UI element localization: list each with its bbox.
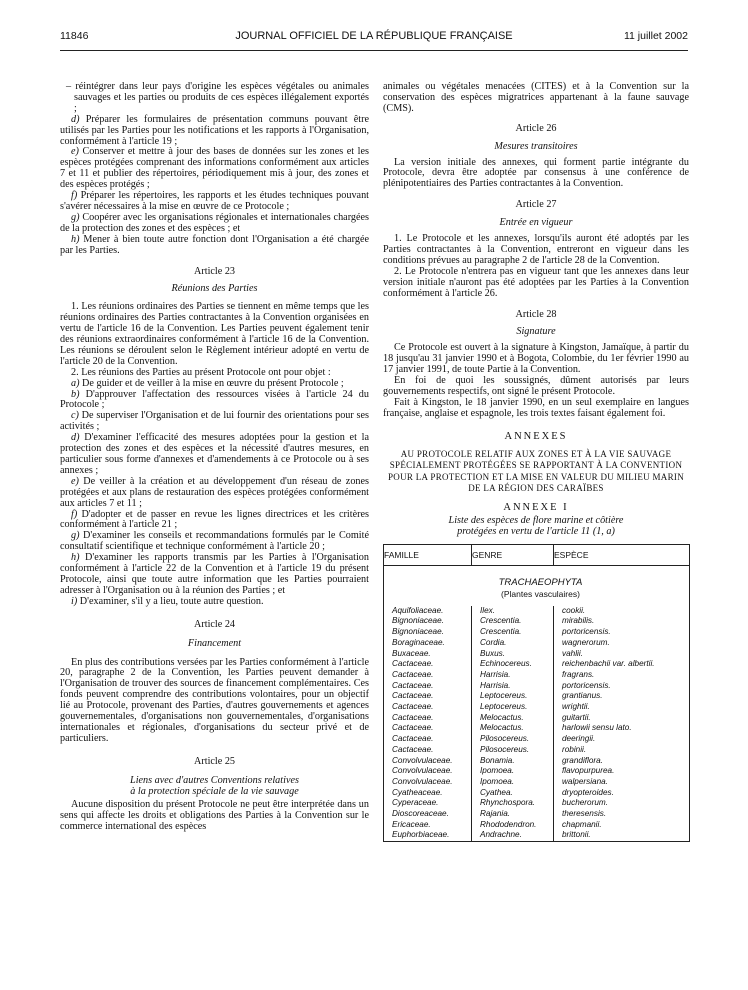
genre-cell: Ipomoea. bbox=[472, 777, 554, 788]
paragraph: animales ou végétales menacées (CITES) et à la Convention sur la conservation des espèces migratrices appartenant à la faune sauvage (CMS). bbox=[383, 81, 689, 114]
paragraph: 2. Les réunions des Parties au présent Protocole ont pour objet : bbox=[71, 366, 331, 378]
column-header-genre: GENRE bbox=[472, 545, 554, 566]
item-text: D'examiner les conseils et recommandations formulés par le Comité consultatif scientifique et technique conformément à l'article 20 ; bbox=[60, 530, 369, 553]
page-header bbox=[60, 30, 688, 44]
left-column bbox=[60, 82, 369, 833]
item-label: e) bbox=[71, 146, 79, 158]
famille-cell: Euphorbiaceae. bbox=[384, 830, 472, 841]
famille-cell: Convolvulaceae. bbox=[384, 777, 472, 788]
paragraph bbox=[60, 553, 369, 597]
table-row bbox=[384, 638, 690, 649]
item-label: i) bbox=[71, 595, 78, 607]
article-25-title: Article 25 bbox=[193, 755, 236, 767]
journal-title: JOURNAL OFFICIEL DE LA RÉPUBLIQUE FRANÇAISE bbox=[235, 30, 513, 42]
espece-cell: flavopurpurea. bbox=[562, 766, 615, 776]
item-label: a) bbox=[71, 377, 80, 389]
annexes-caption: AU PROTOCOLE RELATIF AUX ZONES ET À LA VIE SAUVAGE SPÉCIALEMENT PROTÉGÉES SE RAPPORTANT À LA CONVENTION POUR LA PROTECTION ET LA MISE EN VALEUR DU MILIEU MARIN DE LA RÉGION DES CARAÏBES bbox=[387, 448, 684, 494]
table-row bbox=[384, 798, 690, 809]
article-25-subtitle-line2: à la protection spéciale de la vie sauvage bbox=[130, 785, 299, 797]
paragraph bbox=[60, 191, 369, 213]
famille-cell: Cactaceae. bbox=[384, 670, 472, 681]
table-group-row bbox=[384, 566, 690, 589]
annex-1-subtitle-line2: protégées en vertu de l'article 11 (1, a) bbox=[457, 526, 615, 538]
genre-cell: Buxus. bbox=[472, 649, 554, 660]
espece-cell: brittonii. bbox=[562, 830, 591, 840]
genre-cell: Ipomoea. bbox=[472, 766, 554, 777]
espece-cell: guitartii. bbox=[562, 712, 591, 722]
column-header-espece: ESPÈCE bbox=[554, 545, 690, 566]
espece-cell: fragrans. bbox=[562, 669, 595, 679]
paragraph: 1. Le Protocole et les annexes, lorsqu'ils auront été adoptés par les Parties contractantes à la Convention, entreront en vigueur dans les conditions prévues au paragraphe 2 de l'article 28 de la Convention. bbox=[383, 233, 689, 266]
famille-cell: Dioscoreaceae. bbox=[384, 809, 472, 820]
right-column bbox=[383, 82, 689, 842]
subgroup-label: (Plantes vasculaires) bbox=[501, 588, 580, 599]
article-26-subtitle: Mesures transitoires bbox=[494, 140, 578, 152]
table-row bbox=[384, 659, 690, 670]
table-row bbox=[384, 616, 690, 627]
item-label: f) bbox=[71, 190, 78, 202]
item-text: De guider et de veiller à la mise en œuvre du présent Protocole ; bbox=[79, 377, 344, 389]
espece-cell: bucherorum. bbox=[562, 798, 608, 808]
paragraph bbox=[60, 510, 369, 532]
espece-cell: portoricensis. bbox=[562, 627, 611, 637]
item-label: c) bbox=[71, 410, 79, 422]
article-28-title: Article 28 bbox=[515, 308, 557, 320]
espece-cell: walpersiana. bbox=[562, 776, 608, 786]
item-label: g) bbox=[71, 211, 80, 223]
table-header-row bbox=[384, 545, 690, 566]
table-row bbox=[384, 777, 690, 788]
item-text: D'examiner les rapports transmis par les Parties à l'Organisation conformément à l'article 22 de la Convention et à l'article 19 du présent Protocole, ainsi que toute autre information que les Parties pourraient adresser à l'Organisation ou à la réunion des Parties ; et bbox=[60, 552, 369, 596]
paragraph: En foi de quoi les soussignés, dûment autorisés par leurs gouvernements respectifs, ont signé le présent Protocole. bbox=[383, 375, 689, 397]
article-24-subtitle: Financement bbox=[187, 637, 242, 649]
table-row bbox=[384, 670, 690, 681]
genre-cell: Harrisia. bbox=[472, 670, 554, 681]
famille-cell: Cactaceae. bbox=[384, 681, 472, 692]
famille-cell: Cactaceae. bbox=[384, 713, 472, 724]
genre-cell: Bonamia. bbox=[472, 756, 554, 767]
genre-cell: Rhynchospora. bbox=[472, 798, 554, 809]
table-row bbox=[384, 756, 690, 767]
article-24-title: Article 24 bbox=[193, 618, 236, 630]
genre-cell: Melocactus. bbox=[472, 713, 554, 724]
group-label: TRACHAEOPHYTA bbox=[498, 577, 583, 589]
item-label: h) bbox=[71, 552, 80, 564]
espece-cell: grandiflora. bbox=[562, 755, 603, 765]
paragraph bbox=[60, 477, 369, 510]
species-table bbox=[383, 544, 690, 842]
paragraph bbox=[60, 390, 369, 412]
paragraph: La version initiale des annexes, qui forment partie intégrante du Protocole, devra être adoptée par consensus à une conférence de plénipotentiaires des Parties contractantes à la Convention. bbox=[383, 156, 689, 190]
item-text: Conserver et mettre à jour des bases de données sur les zones et les espèces protégées comprenant des informations conformément aux articles 7 et 11 et publier des répertoires, périodiquement mis à jour, des zones et des espèces protégés ; bbox=[60, 146, 369, 191]
article-28-subtitle: Signature bbox=[516, 326, 556, 338]
table-row bbox=[384, 702, 690, 713]
table-row bbox=[384, 627, 690, 638]
table-row bbox=[384, 809, 690, 820]
article-25-subtitle-line1: Liens avec d'autres Conventions relatives bbox=[130, 774, 299, 786]
column-header-famille: FAMILLE bbox=[384, 545, 472, 566]
genre-cell: Melocactus. bbox=[472, 723, 554, 734]
item-label: b) bbox=[71, 388, 80, 400]
espece-cell: cookii. bbox=[562, 605, 586, 615]
table-row bbox=[384, 745, 690, 756]
famille-cell: Cactaceae. bbox=[384, 659, 472, 670]
espece-cell: chapmanii. bbox=[562, 819, 602, 829]
table-row bbox=[384, 734, 690, 745]
table-row bbox=[384, 723, 690, 734]
paragraph: Fait à Kingston, le 18 janvier 1990, en un seul exemplaire en langues française, anglaise et espagnole, les trois textes faisant également foi. bbox=[383, 396, 689, 419]
espece-cell: portoricensis. bbox=[562, 680, 611, 690]
article-27-title: Article 27 bbox=[515, 199, 557, 211]
item-text: D'examiner l'efficacité des mesures adoptées pour la gestion et la protection des zones et des espèces et la nécessité d'autres mesures, en particulier sous forme d'annexes et d'amendements à ce Protocole ou à ses annexes ; bbox=[60, 432, 369, 476]
espece-cell: wrightii. bbox=[562, 702, 590, 712]
item-label: h) bbox=[71, 233, 80, 245]
paragraph bbox=[60, 531, 369, 553]
paragraph: Aucune disposition du présent Protocole ne peut être interprétée dans un sens qui affecte les droits et obligations des Parties à la Convention sur le commerce international des espèces bbox=[60, 799, 369, 833]
espece-cell: dryopteroides. bbox=[562, 787, 614, 797]
genre-cell: Harrisia. bbox=[472, 681, 554, 692]
item-label: f) bbox=[71, 508, 78, 520]
item-label: g) bbox=[71, 530, 80, 542]
issue-date: 11 juillet 2002 bbox=[623, 30, 688, 42]
genre-cell: Crescentia. bbox=[472, 616, 554, 627]
item-text: D'examiner, s'il y a lieu, toute autre question. bbox=[77, 595, 264, 607]
famille-cell: Cactaceae. bbox=[384, 745, 472, 756]
espece-cell: harlowii sensu lato. bbox=[562, 723, 632, 733]
item-text: De veiller à la création et au développement d'un réseau de zones protégées et aux plans de restauration des espèces protégées conformément aux articles 7 et 11 ; bbox=[60, 475, 369, 509]
paragraph: 1. Les réunions ordinaires des Parties se tiennent en même temps que les réunions ordinaires des Parties contractantes à la Convention organisées en vertu de l'article 16 de la Convention. Les Parties peuvent également tenir des réunions extraordinaires conformément à l'article 16 de la Convention. Les réunions se déroulent selon le Règlement intérieur adopté en vertu de l'article 20 de la Convention. bbox=[60, 301, 369, 367]
paragraph bbox=[60, 213, 369, 235]
famille-cell: Cactaceae. bbox=[384, 723, 472, 734]
item-label: e) bbox=[71, 475, 79, 487]
item-text: Préparer les répertoires, les rapports et les études techniques pouvant s'avérer nécessaires à la mise en œuvre de ce Protocole ; bbox=[60, 190, 369, 212]
genre-cell: Cordia. bbox=[472, 638, 554, 649]
espece-cell: theresensis. bbox=[562, 809, 607, 819]
table-row bbox=[384, 649, 690, 660]
genre-cell: Echinocereus. bbox=[472, 659, 554, 670]
famille-cell: Cyatheaceae. bbox=[384, 788, 472, 799]
genre-cell: Rajania. bbox=[472, 809, 554, 820]
genre-cell: Leptocereus. bbox=[472, 702, 554, 713]
famille-cell: Bignoniaceae. bbox=[384, 616, 472, 627]
paragraph bbox=[60, 411, 369, 433]
article-23-subtitle: Réunions des Parties bbox=[171, 283, 258, 295]
table-row bbox=[384, 606, 690, 617]
table-row bbox=[384, 681, 690, 692]
famille-cell: Cactaceae. bbox=[384, 734, 472, 745]
item-text: De superviser l'Organisation et de lui fournir des orientations pour ses activités ; bbox=[60, 410, 369, 433]
espece-cell: reichenbachii var. albertii. bbox=[562, 659, 655, 669]
genre-cell: Cyathea. bbox=[472, 788, 554, 799]
famille-cell: Boraginaceae. bbox=[384, 638, 472, 649]
item-label: d) bbox=[71, 113, 80, 125]
paragraph bbox=[60, 147, 369, 191]
article-26-title: Article 26 bbox=[515, 122, 557, 134]
famille-cell: Cactaceae. bbox=[384, 702, 472, 713]
famille-cell: Aquifoliaceae. bbox=[384, 606, 472, 617]
genre-cell: Crescentia. bbox=[472, 627, 554, 638]
paragraph: Ce Protocole est ouvert à la signature à Kingston, Jamaïque, à partir du 18 jusqu'au 31 janvier 1990 et à Bogota, Colombie, du 1er février 1990 au 17 janvier 1991, de toute Partie à la Convention. bbox=[383, 342, 689, 376]
paragraph bbox=[60, 115, 369, 148]
header-rule bbox=[60, 50, 688, 51]
paragraph bbox=[60, 433, 369, 477]
annex-1-subtitle-line1: Liste des espèces de flore marine et côtière bbox=[448, 515, 624, 527]
famille-cell: Bignoniaceae. bbox=[384, 627, 472, 638]
page-number: 11846 bbox=[60, 30, 89, 42]
genre-cell: Andrachne. bbox=[472, 830, 554, 841]
item-text: D'adopter et de passer en revue les lignes directrices et les critères conformément à l'article 21 ; bbox=[60, 508, 369, 531]
famille-cell: Cyperaceae. bbox=[384, 798, 472, 809]
table-subgroup-row bbox=[384, 589, 690, 606]
espece-cell: mirabilis. bbox=[562, 616, 595, 626]
annexes-title: ANNEXES bbox=[504, 430, 568, 442]
genre-cell: Rhododendron. bbox=[472, 820, 554, 831]
famille-cell: Buxaceae. bbox=[384, 649, 472, 660]
article-23-title: Article 23 bbox=[193, 265, 236, 277]
espece-cell: wagnerorum. bbox=[562, 637, 610, 647]
famille-cell: Cactaceae. bbox=[384, 691, 472, 702]
item-label: d) bbox=[71, 432, 80, 444]
table-row bbox=[384, 820, 690, 831]
table-row bbox=[384, 788, 690, 799]
table-row bbox=[384, 691, 690, 702]
paragraph: 2. Le Protocole n'entrera pas en vigueur tant que les annexes dans leur version initiale n'auront pas été adoptées par les Parties à la Convention conformément à l'article 26. bbox=[383, 265, 689, 299]
espece-cell: vahlii. bbox=[562, 648, 583, 658]
espece-cell: robinii. bbox=[562, 744, 587, 754]
annex-1-title: ANNEXE I bbox=[503, 501, 569, 513]
table-row bbox=[384, 713, 690, 724]
genre-cell: Pilosocereus. bbox=[472, 734, 554, 745]
paragraph: En plus des contributions versées par les Parties conformément à l'article 20, paragraphe 2 de la Convention, les Parties peuvent demander à l'Organisation de trouver des sources de financement complémentaires. Ces fonds peuvent comprendre des contributions volontaires, pour un objectif lié au Protocole, provenant des Parties, d'autres gouvernements et agences gouvernementales, d'organisations non gouvernementales, d'organisations internationales et régionales, d'organisations du secteur privé et de particuliers. bbox=[60, 656, 369, 744]
item-text: D'approuver l'affectation des ressources visées à l'article 24 du Protocole ; bbox=[60, 388, 369, 411]
article-27-subtitle: Entrée en vigueur bbox=[499, 217, 573, 229]
item-text: Mener à bien toute autre fonction dont l'Organisation a été chargée par les Parties. bbox=[60, 233, 369, 256]
paragraph: – réintégrer dans leur pays d'origine les espèces végétales ou animales sauvages et les parties ou produits de ces espèces illégalement exportés ; bbox=[66, 81, 369, 114]
genre-cell: Ilex. bbox=[472, 606, 554, 617]
genre-cell: Leptocereus. bbox=[472, 691, 554, 702]
paragraph bbox=[60, 235, 369, 257]
genre-cell: Pilosocereus. bbox=[472, 745, 554, 756]
item-text: Préparer les formulaires de présentation communs pouvant être utilisés par les Parties pour les notifications et les rapports à l'Organisation, conformément à l'article 19 ; bbox=[60, 113, 369, 147]
famille-cell: Ericaceae. bbox=[384, 820, 472, 831]
famille-cell: Convolvulaceae. bbox=[384, 756, 472, 767]
paragraph bbox=[60, 597, 369, 608]
espece-cell: deeringii. bbox=[562, 734, 596, 744]
table-row bbox=[384, 766, 690, 777]
famille-cell: Convolvulaceae. bbox=[384, 766, 472, 777]
item-text: Coopérer avec les organisations régionales et internationales chargées de la protection des zones et des espèces ; et bbox=[60, 211, 369, 234]
table-row bbox=[384, 830, 690, 841]
espece-cell: grantianus. bbox=[562, 691, 603, 701]
